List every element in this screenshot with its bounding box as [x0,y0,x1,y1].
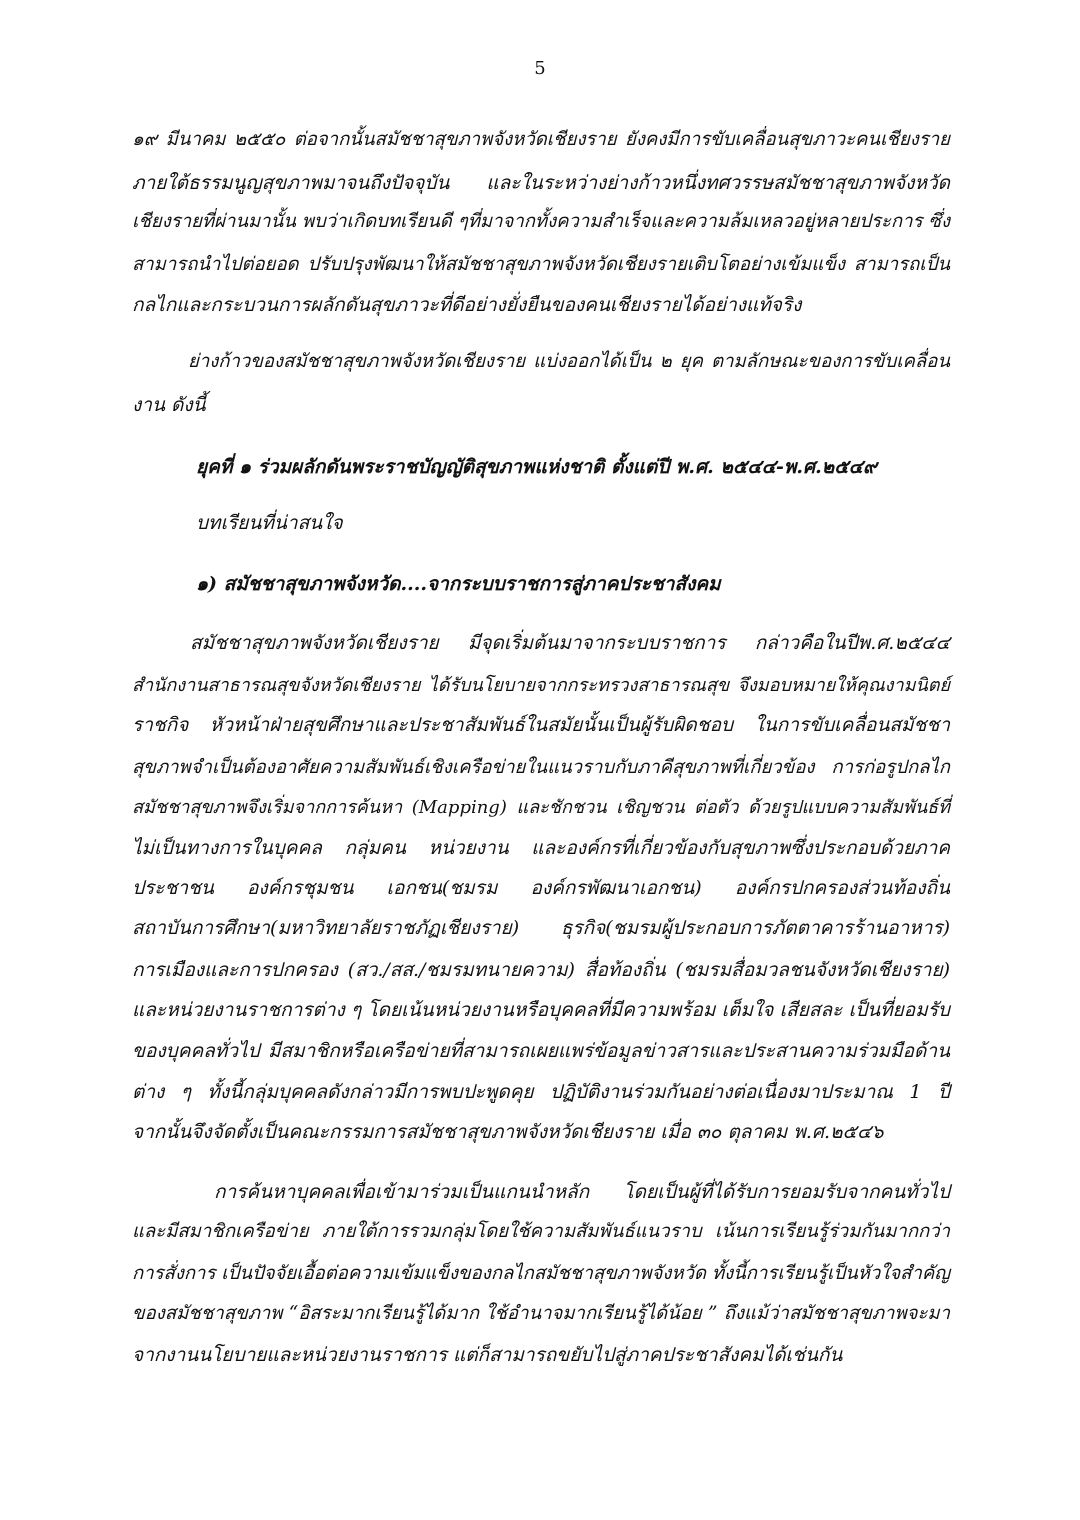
paragraph-4-line: และมีสมาชิกเครือข่าย ภายใต้การรวมกลุ่มโดยใช้ความสัมพันธ์แนวราบ เน้นการเรียนรู้ร่วมกันมากกว่า [132,1221,950,1242]
paragraph-3-line: การเมืองและการปกครอง (สว./สส./ชมรมทนายความ) สื่อท้องถิ่น (ชมรมสื่อมวลชนจังหวัดเชียงราย) [132,959,950,981]
paragraph-3-line: สมัชชาสุขภาพจังหวัดเชียงราย มีจุดเริ่มต้นมาจากระบบราชการ กล่าวคือในปีพ.ศ.๒๕๔๔ [190,632,950,654]
lessons-heading: บทเรียนที่น่าสนใจ [196,512,343,534]
paragraph-4-line: การสั่งการ เป็นปัจจัยเอื้อต่อความเข้มแข็งของกลไกสมัชชาสุขภาพจังหวัด ทั้งนี้การเรียนรู้เป็นหัวใจสำคัญ [132,1263,950,1284]
paragraph-1-line: เชียงรายที่ผ่านมานั้น พบว่าเกิดบทเรียนดี ๆที่มาจากทั้งความสำเร็จและความล้มเหลวอยู่หลายประการ ซึ่ง [132,211,950,232]
paragraph-3-line: ราชกิจ หัวหน้าฝ่ายสุขศึกษาและประชาสัมพันธ์ในสมัยนั้นเป็นผู้รับผิดชอบ ในการขับเคลื่อนสมัชชา [132,714,950,736]
paragraph-4-line: ของสมัชชาสุขภาพ “อิสระมากเรียนรู้ได้มาก ใช้อำนาจมากเรียนรู้ได้น้อย ” ถึงแม้ว่าสมัชชาสุขภาพจะมา [132,1303,950,1324]
paragraph-1-line: กลไกและกระบวนการผลักดันสุขภาวะที่ดีอย่างยั่งยืนของคนเชียงรายได้อย่างแท้จริง [132,294,802,316]
paragraph-4-line: จากงานนโยบายและหน่วยงานราชการ แต่ก็สามารถขยับไปสู่ภาคประชาสังคมได้เช่นกัน [132,1344,843,1366]
paragraph-3-line: ประชาชน องค์กรชุมชน เอกชน(ชมรม องค์กรพัฒนาเอกชน) องค์กรปกครองส่วนท้องถิ่น [132,877,950,899]
paragraph-3-line: สุขภาพจำเป็นต้องอาศัยความสัมพันธ์เชิงเครือข่ายในแนวราบกับภาคีสุขภาพที่เกี่ยวข้อง การก่อรูปกลไก [132,757,950,778]
paragraph-1-line: ภายใต้ธรรมนูญสุขภาพมาจนถึงปัจจุบัน และในระหว่างย่างก้าวหนึ่งทศวรรษสมัชชาสุขภาพจังหวัด [132,172,950,194]
paragraph-3-line: ของบุคคลทั่วไป มีสมาชิกหรือเครือข่ายที่สามารถเผยแพร่ข้อมูลข่าวสารและประสานความร่วมมือด้าน [132,1040,950,1062]
paragraph-3-line: จากนั้นจึงจัดตั้งเป็นคณะกรรมการสมัชชาสุขภาพจังหวัดเชียงราย เมื่อ ๓๐ ตุลาคม พ.ศ.๒๕๔๖ [132,1121,884,1143]
paragraph-3-line: สถาบันการศึกษา(มหาวิทยาลัยราชภัฏเชียงราย) ธุรกิจ(ชมรมผู้ประกอบการภัตตาคารร้านอาหาร) [132,917,950,939]
paragraph-3-line: และหน่วยงานราชการต่าง ๆ โดยเน้นหน่วยงานหรือบุคคลที่มีความพร้อม เต็มใจ เสียสละ เป็นที่ยอมรับ [132,999,950,1021]
lesson-subheading: ๑) สมัชชาสุขภาพจังหวัด....จากระบบราชการสู่ภาคประชาสังคม [196,573,721,595]
paragraph-2-line: งาน ดังนี้ [132,394,206,416]
paragraph-3-line: สมัชชาสุขภาพจึงเริ่มจากการค้นหา (Mapping) และชักชวน เชิญชวน ต่อตัว ด้วยรูปแบบความสัมพันธ์ที่ [132,797,950,818]
era-heading: ยุคที่ ๑ ร่วมผลักดันพระราชบัญญัติสุขภาพแห่งชาติ ตั้งแต่ปี พ.ศ. ๒๕๔๔-พ.ศ.๒๕๔๙ [196,456,877,478]
paragraph-3-line: สำนักงานสาธารณสุขจังหวัดเชียงราย ได้รับนโยบายจากกระทรวงสาธารณสุข จึงมอบหมายให้คุณงามนิตย์ [132,675,950,696]
paragraph-1-line: สามารถนำไปต่อยอด ปรับปรุงพัฒนาให้สมัชชาสุขภาพจังหวัดเชียงรายเติบโตอย่างเข้มแข็ง สามารถเป็น [132,254,950,275]
paragraph-4-line: การค้นหาบุคคลเพื่อเข้ามาร่วมเป็นแกนนำหลัก โดยเป็นผู้ที่ได้รับการยอมรับจากคนทั่วไป [214,1181,950,1203]
paragraph-3-line: ต่าง ๆ ทั้งนี้กลุ่มบุคคลดังกล่าวมีการพบปะพูดคุย ปฏิบัติงานร่วมกันอย่างต่อเนื่องมาประมาณ 1 ปี [132,1081,950,1103]
paragraph-1-line: ๑๙ มีนาคม ๒๕๕๐ ต่อจากนั้นสมัชชาสุขภาพจังหวัดเชียงราย ยังคงมีการขับเคลื่อนสุขภาวะคนเชียงราย [132,129,950,150]
paragraph-2-line: ย่างก้าวของสมัชชาสุขภาพจังหวัดเชียงราย แบ่งออกได้เป็น ๒ ยุค ตามลักษณะของการขับเคลื่อน [188,351,950,372]
paragraph-3-line: ไม่เป็นทางการในบุคคล กลุ่มคน หน่วยงาน และองค์กรที่เกี่ยวข้องกับสุขภาพซึ่งประกอบด้วยภาค [132,837,950,859]
page-number: 5 [534,58,546,79]
